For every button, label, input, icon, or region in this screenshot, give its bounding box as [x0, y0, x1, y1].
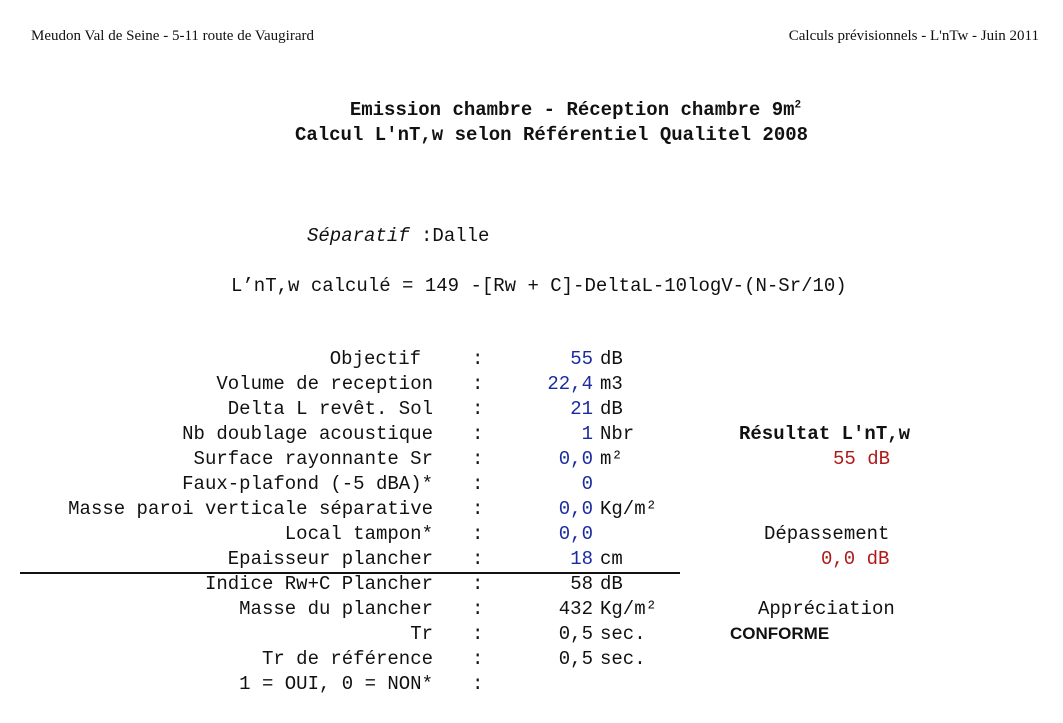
- title-line-2: Calcul L'nT,w selon Référentiel Qualitel 2008: [294, 124, 809, 146]
- row-colon: :: [472, 598, 484, 620]
- row-unit: m3: [600, 373, 623, 395]
- row-delta-l: [0, 398, 1063, 423]
- row-value[interactable]: 1: [581, 423, 593, 445]
- row-epaisseur-plancher: [0, 548, 1063, 573]
- row-unit: Kg/m²: [600, 498, 658, 520]
- row-objectif: [0, 348, 1063, 373]
- row-unit: dB: [600, 573, 623, 595]
- row-label: Delta L revêt. Sol: [227, 398, 433, 420]
- row-label: Indice Rw+C Plancher: [204, 573, 433, 595]
- row-colon: :: [472, 448, 484, 470]
- row-value[interactable]: 21: [570, 398, 593, 420]
- superscript-2: 2: [794, 99, 802, 112]
- title-line-1: Emission chambre - Réception chambre $9m^2$: [349, 99, 802, 121]
- resultat-value: 55 dB: [833, 448, 891, 470]
- row-label: Nb doublage acoustique: [182, 423, 433, 445]
- appreciation-value: CONFORME: [730, 624, 830, 643]
- row-label: Local tampon*: [284, 523, 433, 545]
- row-label: Tr: [410, 623, 433, 645]
- depassement-value: 0,0 dB: [821, 548, 890, 570]
- header-address: Meudon Val de Seine - 5-11 route de Vaugirard: [31, 28, 314, 44]
- row-tr: [0, 623, 1063, 648]
- row-value[interactable]: 0,0: [558, 448, 593, 470]
- row-value[interactable]: 0,0: [558, 498, 593, 520]
- row-value[interactable]: 0: [581, 473, 593, 495]
- resultat-label: Résultat L'nT,w: [739, 423, 911, 445]
- row-colon: :: [472, 373, 484, 395]
- row-colon: :: [472, 548, 484, 570]
- separatif-line: [307, 225, 489, 247]
- row-colon: :: [472, 648, 484, 670]
- row-colon: :: [472, 398, 484, 420]
- row-colon: :: [472, 423, 484, 445]
- row-unit: m²: [600, 448, 623, 470]
- row-unit: Kg/m²: [600, 598, 658, 620]
- row-label: Surface rayonnante Sr: [193, 448, 433, 470]
- row-value: 0,5: [558, 648, 593, 670]
- row-local-tampon: [0, 523, 1063, 548]
- row-label: Masse du plancher: [239, 598, 433, 620]
- row-unit: cm: [600, 548, 623, 570]
- row-label: Faux-plafond (-5 dBA)*: [182, 473, 433, 495]
- row-masse-paroi: [0, 498, 1063, 523]
- row-label: Volume de reception: [216, 373, 433, 395]
- row-faux-plafond: [0, 473, 1063, 498]
- depassement-label: Dépassement: [764, 523, 890, 545]
- row-colon: :: [472, 523, 484, 545]
- row-tr-reference: [0, 648, 1063, 673]
- row-colon: :: [472, 473, 484, 495]
- row-value[interactable]: 18: [570, 548, 593, 570]
- row-unit: Nbr: [600, 423, 635, 445]
- row-indice-rw: [0, 573, 1063, 598]
- row-value: 58: [570, 573, 593, 595]
- row-volume-reception: [0, 373, 1063, 398]
- row-unit: dB: [600, 348, 623, 370]
- row-value: 0,5: [558, 623, 593, 645]
- row-colon: :: [472, 573, 484, 595]
- row-label: 1 = OUI, 0 = NON*: [239, 673, 433, 695]
- row-colon: :: [472, 498, 484, 520]
- appreciation-label: Appréciation: [758, 598, 895, 620]
- row-colon: :: [472, 348, 484, 370]
- row-label: Tr de référence: [261, 648, 433, 670]
- separatif-label: Séparatif: [307, 225, 410, 247]
- row-value: 432: [558, 598, 593, 620]
- row-label: Masse paroi verticale séparative: [68, 498, 433, 520]
- row-label: Objectif: [329, 348, 421, 370]
- row-colon: :: [472, 623, 484, 645]
- row-masse-plancher: [0, 598, 1063, 623]
- row-value[interactable]: 55: [570, 348, 593, 370]
- header-document-info: Calculs prévisionnels - L'nTw - Juin 2011: [788, 28, 1039, 44]
- row-colon: :: [472, 673, 484, 695]
- row-oui-non: [0, 673, 1063, 698]
- separatif-value: :Dalle: [421, 225, 490, 247]
- row-value[interactable]: 0,0: [558, 523, 593, 545]
- row-label: Epaisseur plancher: [227, 548, 433, 570]
- row-value[interactable]: 22,4: [547, 373, 593, 395]
- row-unit: sec.: [600, 648, 646, 670]
- row-surface-rayonnante: [0, 448, 1063, 473]
- row-unit: sec.: [600, 623, 646, 645]
- row-unit: dB: [600, 398, 623, 420]
- formula: L’nT,w calculé = 149 -[Rw + C]-DeltaL-10logV-(N-Sr/10): [231, 275, 847, 297]
